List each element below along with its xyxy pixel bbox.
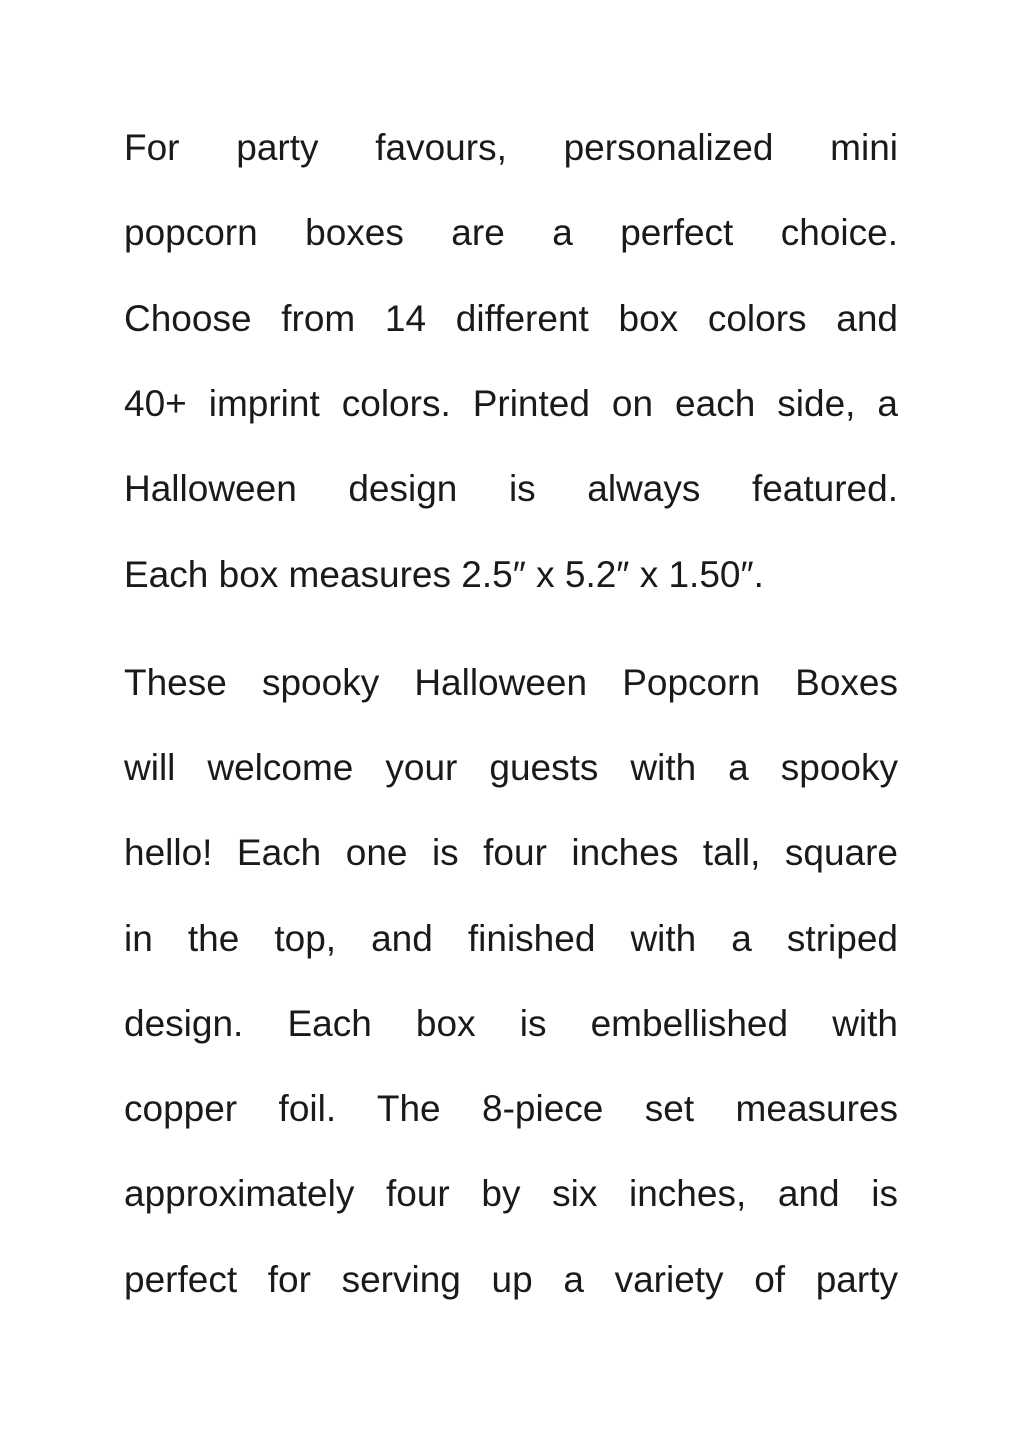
text-line: Each box measures 2.5″ x 5.2″ x 1.50″. [124,554,764,595]
text-line: in the top, and finished with a striped [124,918,898,959]
text-line: will welcome your guests with a spooky [124,747,898,788]
text-line: For party favours, personalized mini [124,127,898,168]
text-line: These spooky Halloween Popcorn Boxes [124,662,898,703]
text-line: design. Each box is embellished with [124,1003,898,1044]
text-line: popcorn boxes are a perfect choice. [124,212,898,253]
text-line: perfect for serving up a variety of party [124,1259,898,1300]
text-line: approximately four by six inches, and is [124,1173,898,1214]
text-line: Choose from 14 different box colors and [124,298,898,339]
text-line: 40+ imprint colors. Printed on each side, a [124,383,898,424]
text-line: hello! Each one is four inches tall, square [124,832,898,873]
text-line: copper foil. The 8-piece set measures [124,1088,898,1129]
text-line: Halloween design is always featured. [124,468,898,509]
